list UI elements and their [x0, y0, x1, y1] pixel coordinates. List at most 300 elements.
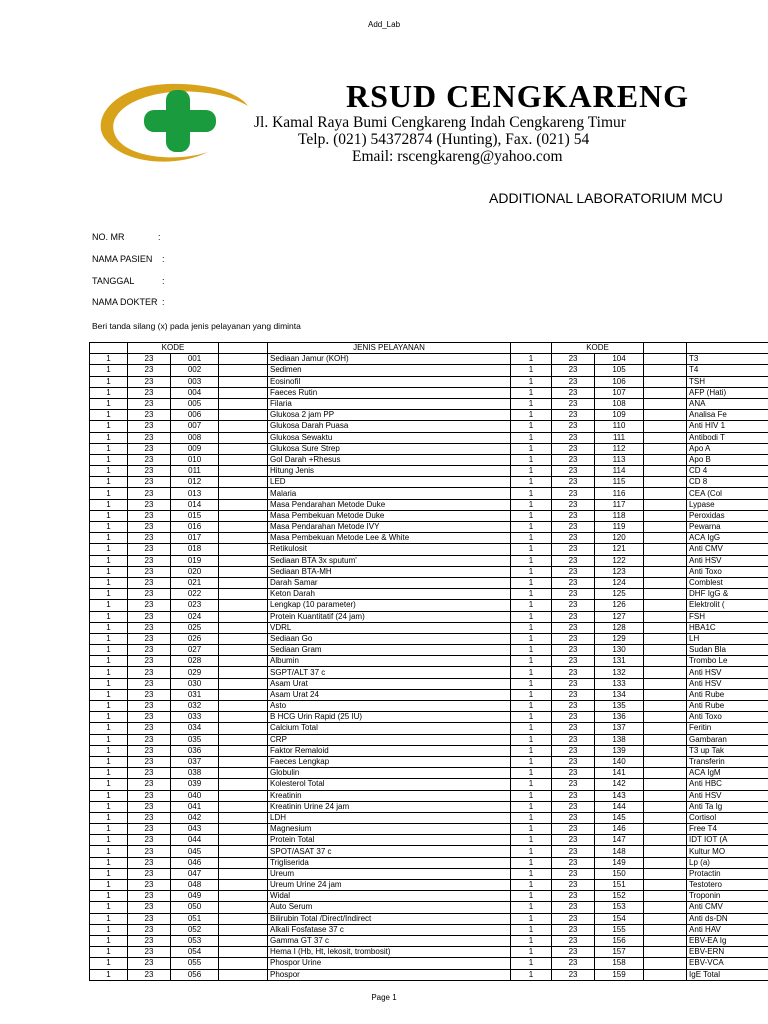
table-row [90, 812, 768, 823]
checkbox-cell-left[interactable] [219, 902, 268, 913]
checkbox-cell-right[interactable] [644, 902, 687, 913]
group-code-right: 1 [511, 633, 552, 644]
checkbox-cell-right[interactable] [644, 756, 687, 767]
checkbox-cell-left[interactable] [219, 801, 268, 812]
checkbox-cell-left[interactable] [219, 600, 268, 611]
checkbox-cell-left[interactable] [219, 812, 268, 823]
service-name-right: DHF IgG & [687, 589, 768, 600]
service-code-left: 011 [171, 466, 219, 477]
service-code-left: 054 [171, 947, 219, 958]
service-name-left: Gol Darah +Rhesus [268, 454, 511, 465]
checkbox-cell-right[interactable] [644, 466, 687, 477]
sub-code-left: 23 [128, 533, 171, 544]
group-code-left: 1 [90, 477, 128, 488]
checkbox-cell-right[interactable] [644, 566, 687, 577]
group-code-right: 1 [511, 812, 552, 823]
service-name-right: Apo B [687, 454, 768, 465]
table-row [90, 768, 768, 779]
sub-code-left: 23 [128, 868, 171, 879]
sub-code-left: 23 [128, 902, 171, 913]
group-code-right: 1 [511, 935, 552, 946]
checkbox-cell-left[interactable] [219, 969, 268, 980]
group-code-right: 1 [511, 466, 552, 477]
sub-code-left: 23 [128, 712, 171, 723]
checkbox-cell-left[interactable] [219, 477, 268, 488]
service-code-right: 133 [595, 678, 644, 689]
table-row [90, 824, 768, 835]
checkbox-cell-right[interactable] [644, 376, 687, 387]
service-code-right: 143 [595, 790, 644, 801]
checkbox-cell-left[interactable] [219, 734, 268, 745]
sub-code-left: 23 [128, 410, 171, 421]
group-code-right: 1 [511, 421, 552, 432]
service-name-right: Anti HIV 1 [687, 421, 768, 432]
service-name-left: Kreatinin [268, 790, 511, 801]
checkbox-cell-right[interactable] [644, 432, 687, 443]
checkbox-cell-right[interactable] [644, 689, 687, 700]
service-code-left: 024 [171, 611, 219, 622]
service-code-right: 154 [595, 913, 644, 924]
checkbox-cell-left[interactable] [219, 857, 268, 868]
service-code-right: 150 [595, 868, 644, 879]
checkbox-cell-left[interactable] [219, 354, 268, 365]
checkbox-cell-left[interactable] [219, 387, 268, 398]
checkbox-cell-left[interactable] [219, 499, 268, 510]
group-code-left: 1 [90, 734, 128, 745]
checkbox-cell-left[interactable] [219, 701, 268, 712]
service-code-right: 114 [595, 466, 644, 477]
checkbox-cell-left[interactable] [219, 645, 268, 656]
checkbox-cell-right[interactable] [644, 734, 687, 745]
checkbox-cell-left[interactable] [219, 678, 268, 689]
service-name-right: EBV-VCA [687, 958, 768, 969]
service-name-right: Testotero [687, 880, 768, 891]
sub-code-right: 23 [552, 768, 595, 779]
service-code-right: 109 [595, 410, 644, 421]
checkbox-cell-right[interactable] [644, 477, 687, 488]
table-row [90, 600, 768, 611]
group-code-left: 1 [90, 387, 128, 398]
checkbox-cell-right[interactable] [644, 880, 687, 891]
checkbox-cell-left[interactable] [219, 768, 268, 779]
checkbox-cell-left[interactable] [219, 846, 268, 857]
group-code-left: 1 [90, 354, 128, 365]
checkbox-cell-left[interactable] [219, 589, 268, 600]
service-code-right: 132 [595, 667, 644, 678]
checkbox-cell-right[interactable] [644, 723, 687, 734]
service-code-right: 159 [595, 969, 644, 980]
checkbox-cell-left[interactable] [219, 880, 268, 891]
checkbox-cell-left[interactable] [219, 958, 268, 969]
service-name-left: Auto Serum [268, 902, 511, 913]
sub-code-right: 23 [552, 868, 595, 879]
checkbox-cell-right[interactable] [644, 801, 687, 812]
group-code-right: 1 [511, 689, 552, 700]
table-row [90, 689, 768, 700]
checkbox-cell-right[interactable] [644, 935, 687, 946]
checkbox-cell-left[interactable] [219, 432, 268, 443]
group-code-left: 1 [90, 824, 128, 835]
group-code-right: 1 [511, 611, 552, 622]
checkbox-cell-left[interactable] [219, 924, 268, 935]
service-code-right: 144 [595, 801, 644, 812]
service-code-right: 138 [595, 734, 644, 745]
checkbox-cell-right[interactable] [644, 387, 687, 398]
table-row [90, 846, 768, 857]
table-row [90, 544, 768, 555]
service-name-right: TSH [687, 376, 768, 387]
checkbox-cell-left[interactable] [219, 454, 268, 465]
sub-code-right: 23 [552, 555, 595, 566]
checkbox-cell-right[interactable] [644, 812, 687, 823]
service-name-left: Malaria [268, 488, 511, 499]
checkbox-cell-left[interactable] [219, 466, 268, 477]
service-name-left: Eosinofil [268, 376, 511, 387]
checkbox-cell-right[interactable] [644, 857, 687, 868]
group-code-left: 1 [90, 745, 128, 756]
checkbox-cell-left[interactable] [219, 891, 268, 902]
group-code-right: 1 [511, 734, 552, 745]
service-name-right: Anti Toxo [687, 712, 768, 723]
checkbox-cell-right[interactable] [644, 622, 687, 633]
service-code-right: 137 [595, 723, 644, 734]
service-name-left: Lengkap (10 parameter) [268, 600, 511, 611]
group-code-right: 1 [511, 522, 552, 533]
checkbox-cell-right[interactable] [644, 522, 687, 533]
checkbox-cell-right[interactable] [644, 544, 687, 555]
page-footer: Page 1 [371, 993, 397, 1002]
checkbox-cell-left[interactable] [219, 566, 268, 577]
sub-code-right: 23 [552, 432, 595, 443]
service-name-right: Anti HSV [687, 790, 768, 801]
service-name-right: Anti Toxo [687, 566, 768, 577]
checkbox-cell-left[interactable] [219, 633, 268, 644]
service-name-right: Anti HSV [687, 667, 768, 678]
table-row [90, 924, 768, 935]
service-name-left: Sediaan Jamur (KOH) [268, 354, 511, 365]
group-code-left: 1 [90, 768, 128, 779]
checkbox-cell-right[interactable] [644, 891, 687, 902]
checkbox-cell-left[interactable] [219, 544, 268, 555]
sub-code-left: 23 [128, 387, 171, 398]
table-row [90, 857, 768, 868]
checkbox-cell-right[interactable] [644, 488, 687, 499]
sub-code-right: 23 [552, 522, 595, 533]
sub-code-right: 23 [552, 947, 595, 958]
checkbox-cell-right[interactable] [644, 600, 687, 611]
checkbox-cell-right[interactable] [644, 868, 687, 879]
table-row [90, 835, 768, 846]
group-code-left: 1 [90, 645, 128, 656]
checkbox-cell-left[interactable] [219, 656, 268, 667]
checkbox-cell-left[interactable] [219, 824, 268, 835]
service-name-left: Retikulosit [268, 544, 511, 555]
checkbox-cell-right[interactable] [644, 645, 687, 656]
sub-code-left: 23 [128, 723, 171, 734]
checkbox-cell-right[interactable] [644, 555, 687, 566]
checkbox-cell-left[interactable] [219, 868, 268, 879]
service-code-right: 104 [595, 354, 644, 365]
checkbox-cell-left[interactable] [219, 935, 268, 946]
sub-code-right: 23 [552, 454, 595, 465]
service-name-left: SGPT/ALT 37 c [268, 667, 511, 678]
service-code-right: 121 [595, 544, 644, 555]
checkbox-cell-right[interactable] [644, 790, 687, 801]
group-code-left: 1 [90, 868, 128, 879]
table-row [90, 533, 768, 544]
field-colon: : [158, 232, 161, 242]
checkbox-cell-right[interactable] [644, 499, 687, 510]
checkbox-cell-left[interactable] [219, 611, 268, 622]
sub-code-right: 23 [552, 689, 595, 700]
checkbox-cell-left[interactable] [219, 398, 268, 409]
checkbox-cell-left[interactable] [219, 756, 268, 767]
sub-code-right: 23 [552, 566, 595, 577]
checkbox-cell-right[interactable] [644, 633, 687, 644]
service-code-right: 147 [595, 835, 644, 846]
field-colon: : [162, 254, 165, 264]
checkbox-cell-right[interactable] [644, 745, 687, 756]
service-code-left: 035 [171, 734, 219, 745]
sub-code-left: 23 [128, 466, 171, 477]
checkbox-cell-left[interactable] [219, 835, 268, 846]
checkbox-cell-right[interactable] [644, 701, 687, 712]
checkbox-cell-left[interactable] [219, 947, 268, 958]
checkbox-cell-left[interactable] [219, 488, 268, 499]
sub-code-right: 23 [552, 745, 595, 756]
service-name-right: Feritin [687, 723, 768, 734]
service-name-left: Sediaan Gram [268, 645, 511, 656]
table-row [90, 667, 768, 678]
service-code-left: 045 [171, 846, 219, 857]
checkbox-cell-left[interactable] [219, 443, 268, 454]
sub-code-right: 23 [552, 667, 595, 678]
checkbox-cell-left[interactable] [219, 622, 268, 633]
checkbox-cell-left[interactable] [219, 555, 268, 566]
service-code-left: 031 [171, 689, 219, 700]
checkbox-cell-right[interactable] [644, 410, 687, 421]
service-code-left: 049 [171, 891, 219, 902]
checkbox-cell-right[interactable] [644, 678, 687, 689]
table-row [90, 935, 768, 946]
table-row [90, 354, 768, 365]
checkbox-cell-right[interactable] [644, 958, 687, 969]
service-name-right: Trombo Le [687, 656, 768, 667]
group-code-right: 1 [511, 824, 552, 835]
checkbox-cell-left[interactable] [219, 376, 268, 387]
checkbox-cell-right[interactable] [644, 913, 687, 924]
checkbox-cell-left[interactable] [219, 667, 268, 678]
checkbox-cell-right[interactable] [644, 947, 687, 958]
group-code-left: 1 [90, 488, 128, 499]
checkbox-cell-right[interactable] [644, 354, 687, 365]
service-code-left: 002 [171, 365, 219, 376]
field-nama-pasien[interactable] [92, 254, 165, 264]
group-code-left: 1 [90, 510, 128, 521]
service-code-left: 023 [171, 600, 219, 611]
service-name-left: Faeces Rutin [268, 387, 511, 398]
group-code-left: 1 [90, 880, 128, 891]
checkbox-cell-right[interactable] [644, 589, 687, 600]
checkbox-cell-right[interactable] [644, 533, 687, 544]
group-code-left: 1 [90, 902, 128, 913]
checkbox-cell-right[interactable] [644, 924, 687, 935]
service-name-left: Calcium Total [268, 723, 511, 734]
checkbox-cell-right[interactable] [644, 712, 687, 723]
group-code-left: 1 [90, 600, 128, 611]
service-name-right: Anti Rube [687, 689, 768, 700]
sub-code-right: 23 [552, 902, 595, 913]
service-code-left: 034 [171, 723, 219, 734]
group-code-right: 1 [511, 398, 552, 409]
checkbox-cell-right[interactable] [644, 768, 687, 779]
field-label: NO. MR [92, 232, 125, 242]
service-code-right: 112 [595, 443, 644, 454]
checkbox-cell-left[interactable] [219, 510, 268, 521]
service-name-left: Magnesium [268, 824, 511, 835]
group-code-left: 1 [90, 723, 128, 734]
checkbox-cell-left[interactable] [219, 689, 268, 700]
checkbox-cell-right[interactable] [644, 656, 687, 667]
checkbox-cell-right[interactable] [644, 443, 687, 454]
sub-code-left: 23 [128, 499, 171, 510]
sub-code-left: 23 [128, 589, 171, 600]
group-code-right: 1 [511, 555, 552, 566]
checkbox-cell-left[interactable] [219, 745, 268, 756]
checkbox-cell-left[interactable] [219, 577, 268, 588]
service-code-left: 042 [171, 812, 219, 823]
table-row [90, 398, 768, 409]
service-name-right: Pewarna [687, 522, 768, 533]
sub-code-right: 23 [552, 824, 595, 835]
sub-code-right: 23 [552, 589, 595, 600]
checkbox-cell-left[interactable] [219, 913, 268, 924]
group-code-left: 1 [90, 611, 128, 622]
sub-code-left: 23 [128, 734, 171, 745]
checkbox-cell-left[interactable] [219, 365, 268, 376]
checkbox-cell-right[interactable] [644, 398, 687, 409]
group-code-left: 1 [90, 454, 128, 465]
checkbox-cell-left[interactable] [219, 410, 268, 421]
service-name-left: Glukosa Darah Puasa [268, 421, 511, 432]
checkbox-cell-right[interactable] [644, 577, 687, 588]
group-code-right: 1 [511, 387, 552, 398]
sub-code-right: 23 [552, 835, 595, 846]
sub-code-right: 23 [552, 410, 595, 421]
service-code-right: 134 [595, 689, 644, 700]
service-name-left: Glukosa 2 jam PP [268, 410, 511, 421]
group-code-right: 1 [511, 801, 552, 812]
checkbox-cell-right[interactable] [644, 846, 687, 857]
sub-code-right: 23 [552, 857, 595, 868]
sub-code-left: 23 [128, 745, 171, 756]
group-code-right: 1 [511, 477, 552, 488]
service-name-right: Anti Rube [687, 701, 768, 712]
checkbox-cell-right[interactable] [644, 365, 687, 376]
sub-code-right: 23 [552, 935, 595, 946]
sub-code-left: 23 [128, 779, 171, 790]
service-name-right: HBA1C [687, 622, 768, 633]
field-nama-dokter[interactable] [92, 297, 165, 307]
service-name-left: Phospor [268, 969, 511, 980]
checkbox-cell-left[interactable] [219, 790, 268, 801]
service-name-right: EBV-EA Ig [687, 935, 768, 946]
service-name-right: Analisa Fe [687, 410, 768, 421]
table-row [90, 477, 768, 488]
checkbox-cell-right[interactable] [644, 421, 687, 432]
checkbox-cell-right[interactable] [644, 667, 687, 678]
sub-code-left: 23 [128, 656, 171, 667]
group-code-right: 1 [511, 354, 552, 365]
group-code-right: 1 [511, 410, 552, 421]
field-no-mr[interactable] [92, 232, 161, 242]
checkbox-cell-right[interactable] [644, 454, 687, 465]
sub-code-left: 23 [128, 477, 171, 488]
service-name-left: Hitung Jenis [268, 466, 511, 477]
sub-code-left: 23 [128, 969, 171, 980]
service-code-left: 037 [171, 756, 219, 767]
service-code-right: 117 [595, 499, 644, 510]
checkbox-cell-right[interactable] [644, 611, 687, 622]
group-code-left: 1 [90, 846, 128, 857]
sub-code-right: 23 [552, 812, 595, 823]
service-name-left: Sediaan BTA-MH [268, 566, 511, 577]
service-code-right: 145 [595, 812, 644, 823]
checkbox-cell-right[interactable] [644, 824, 687, 835]
sub-code-left: 23 [128, 958, 171, 969]
checkbox-cell-left[interactable] [219, 723, 268, 734]
table-row [90, 611, 768, 622]
service-code-left: 001 [171, 354, 219, 365]
hospital-logo [88, 78, 253, 168]
group-code-right: 1 [511, 779, 552, 790]
service-code-left: 012 [171, 477, 219, 488]
checkbox-cell-right[interactable] [644, 510, 687, 521]
group-code-right: 1 [511, 846, 552, 857]
checkbox-cell-right[interactable] [644, 835, 687, 846]
group-code-left: 1 [90, 969, 128, 980]
sub-code-left: 23 [128, 645, 171, 656]
group-code-left: 1 [90, 365, 128, 376]
service-code-left: 047 [171, 868, 219, 879]
table-row [90, 589, 768, 600]
service-code-left: 052 [171, 924, 219, 935]
group-code-right: 1 [511, 701, 552, 712]
hospital-phone-fax: Telp. (021) 54372874 (Hunting), Fax. (021) 54 [298, 131, 590, 148]
group-code-right: 1 [511, 756, 552, 767]
service-name-right: Anti HBC [687, 779, 768, 790]
checkbox-cell-left[interactable] [219, 779, 268, 790]
service-name-right: Anti HSV [687, 678, 768, 689]
checkbox-cell-right[interactable] [644, 779, 687, 790]
group-code-right: 1 [511, 656, 552, 667]
service-code-left: 043 [171, 824, 219, 835]
checkbox-cell-left[interactable] [219, 522, 268, 533]
service-name-right: Peroxidas [687, 510, 768, 521]
service-code-left: 019 [171, 555, 219, 566]
service-name-left: Asto [268, 701, 511, 712]
sub-code-right: 23 [552, 913, 595, 924]
sub-code-right: 23 [552, 622, 595, 633]
checkbox-cell-left[interactable] [219, 533, 268, 544]
field-tanggal[interactable] [92, 276, 165, 286]
group-code-left: 1 [90, 577, 128, 588]
group-code-left: 1 [90, 589, 128, 600]
checkbox-cell-right[interactable] [644, 969, 687, 980]
service-code-right: 131 [595, 656, 644, 667]
checkbox-cell-left[interactable] [219, 421, 268, 432]
checkbox-cell-left[interactable] [219, 712, 268, 723]
